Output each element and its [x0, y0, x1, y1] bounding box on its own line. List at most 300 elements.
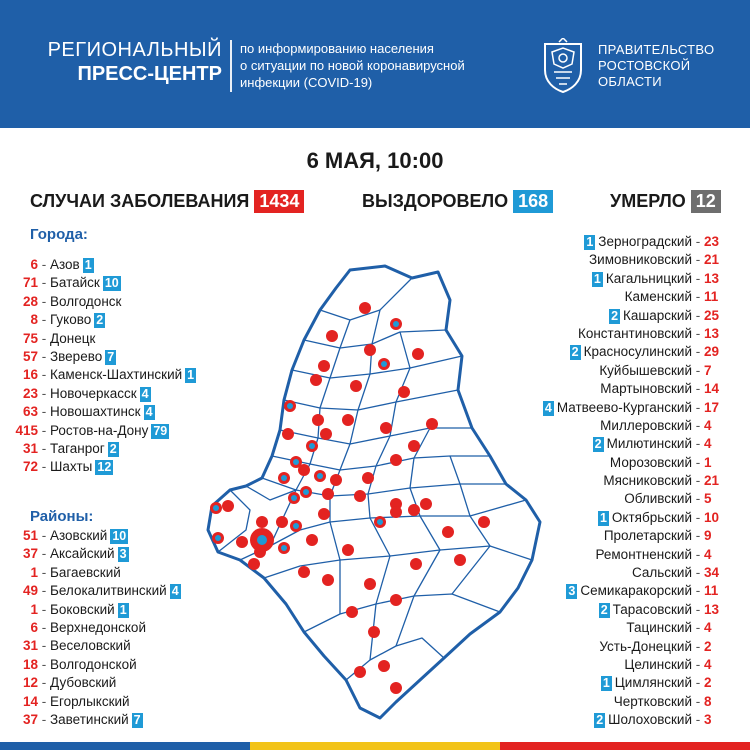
list-item — [543, 656, 726, 674]
list-item — [543, 288, 726, 306]
area-name: Матвеево-Курганский — [556, 399, 692, 415]
recovered-count: 4 — [145, 405, 153, 420]
dash-separator: - — [695, 491, 701, 507]
dash-separator: - — [41, 528, 47, 543]
case-dot — [408, 504, 420, 516]
case-dot — [330, 474, 342, 486]
recovered-dot — [215, 535, 221, 541]
dash-separator: - — [41, 275, 47, 291]
dash-separator: - — [41, 675, 47, 691]
list-item — [8, 403, 196, 421]
case-dot — [256, 516, 268, 528]
area-name: Куйбышевский — [599, 362, 692, 378]
dash-separator: - — [41, 693, 47, 709]
cases-label: СЛУЧАИ ЗАБОЛЕВАНИЯ — [30, 191, 250, 211]
dash-separator: - — [695, 528, 701, 544]
list-item — [8, 330, 196, 348]
list-item — [8, 527, 181, 545]
case-dot — [350, 380, 362, 392]
recovered-count: 3 — [119, 547, 127, 562]
recovered-count: 12 — [97, 460, 112, 475]
dash-separator: - — [695, 620, 701, 636]
dash-separator: - — [695, 565, 701, 581]
list-item — [8, 274, 196, 292]
recovered-stat — [362, 190, 553, 214]
districts-right-list — [543, 233, 726, 730]
case-count: 57 — [22, 348, 38, 364]
dash-separator: - — [41, 293, 47, 309]
case-dot — [248, 558, 260, 570]
recovered-count: 2 — [600, 602, 608, 617]
area-name: Тарасовский — [612, 601, 692, 617]
gov-line-3: ОБЛАСТИ — [598, 74, 662, 89]
case-count: 72 — [22, 459, 38, 475]
cases-badge: 1434 — [254, 190, 304, 213]
area-name: Верхнедонской — [50, 619, 146, 635]
case-count: 14 — [22, 693, 38, 709]
recovered-count: 7 — [133, 712, 141, 727]
case-count: 1 — [704, 454, 712, 470]
area-name: Каменский — [624, 289, 692, 305]
list-item — [8, 582, 181, 600]
case-count: 23 — [22, 385, 38, 401]
recovered-dot — [281, 545, 287, 551]
dash-separator: - — [41, 312, 47, 328]
list-item — [543, 454, 726, 472]
area-name: Мясниковский — [603, 473, 692, 489]
dash-separator: - — [695, 454, 701, 470]
dash-separator: - — [41, 459, 47, 475]
case-count: 18 — [22, 656, 38, 672]
list-item — [8, 564, 181, 582]
press-center-title — [38, 38, 222, 86]
list-item — [543, 380, 726, 398]
recovered-dot — [213, 505, 219, 511]
area-name: Цимлянский — [614, 675, 692, 691]
area-name: Белокалитвинский — [50, 583, 167, 599]
case-dot — [236, 536, 248, 548]
area-name: Кашарский — [623, 307, 692, 323]
area-name: Обливский — [624, 491, 692, 507]
area-name: Егорлыкский — [50, 693, 130, 709]
list-item — [8, 656, 181, 674]
dash-separator: - — [41, 656, 47, 672]
recovered-dot — [377, 519, 383, 525]
recovered-count: 10 — [112, 529, 127, 543]
list-item — [8, 458, 196, 476]
dash-separator: - — [41, 638, 47, 654]
list-item — [8, 693, 181, 711]
list-item — [543, 509, 726, 527]
recovered-count: 4 — [171, 584, 179, 599]
case-count: 1 — [30, 601, 38, 617]
dash-separator: - — [695, 546, 701, 562]
area-name: Дубовский — [50, 675, 117, 691]
area-name: Зверево — [50, 348, 103, 364]
area-name: Константиновский — [577, 325, 692, 341]
recovered-count: 2 — [611, 308, 619, 323]
case-count: 6 — [30, 257, 38, 272]
dash-separator: - — [695, 656, 701, 672]
area-name: Морозовский — [609, 454, 692, 470]
case-count: 3 — [704, 712, 712, 728]
case-count: 415 — [15, 422, 38, 438]
recovered-label: ВЫЗДОРОВЕЛО — [362, 191, 509, 211]
case-count: 5 — [704, 491, 712, 507]
recovered-dot — [293, 459, 299, 465]
dash-separator: - — [41, 440, 47, 456]
dash-separator: - — [695, 638, 701, 654]
area-name: Милютинский — [606, 436, 692, 452]
case-count: 14 — [704, 381, 720, 397]
recovered-count: 1 — [84, 258, 92, 272]
list-item — [8, 366, 196, 384]
dash-separator: - — [695, 473, 701, 489]
area-name: Октябрьский — [611, 509, 692, 525]
title-line-1: РЕГИОНАЛЬНЫЙ — [47, 39, 222, 61]
list-item — [8, 674, 181, 692]
case-count: 31 — [22, 440, 38, 456]
area-name: Заветинский — [50, 711, 129, 727]
case-dot — [298, 566, 310, 578]
dash-separator: - — [41, 564, 47, 580]
list-item — [543, 251, 726, 269]
case-count: 4 — [704, 436, 712, 452]
case-dot — [326, 330, 338, 342]
recovered-count: 1 — [586, 235, 594, 249]
desc-line-1: по информированию населения — [240, 41, 434, 56]
case-count: 21 — [704, 473, 720, 489]
rostov-recovered-dot — [257, 535, 267, 545]
list-item — [8, 311, 196, 329]
recovered-count: 1 — [187, 368, 195, 383]
coat-of-arms-icon — [540, 38, 586, 94]
list-item — [543, 417, 726, 435]
dash-separator: - — [695, 252, 701, 268]
case-count: 75 — [22, 330, 38, 346]
area-name: Новошахтинск — [50, 404, 141, 420]
case-dot — [408, 440, 420, 452]
case-dot — [420, 498, 432, 510]
area-name: Кагальницкий — [605, 270, 692, 286]
list-item — [543, 601, 726, 619]
area-name: Волгодонск — [50, 293, 122, 309]
area-name: Целинский — [624, 656, 692, 672]
dash-separator: - — [41, 404, 47, 420]
districts-left-list — [8, 527, 181, 729]
list-item — [543, 362, 726, 380]
area-name: Веселовский — [50, 638, 131, 654]
list-item — [543, 693, 726, 711]
case-count: 4 — [704, 546, 712, 562]
area-name: Усть-Донецкий — [599, 638, 692, 654]
list-item — [543, 490, 726, 508]
list-item — [543, 435, 726, 453]
case-count: 23 — [704, 234, 720, 249]
area-name: Зерноградский — [598, 234, 692, 249]
area-name: Сальский — [631, 565, 692, 581]
list-item — [8, 256, 196, 274]
cities-title: Города: — [30, 226, 88, 243]
case-dot — [222, 500, 234, 512]
dash-separator: - — [695, 270, 701, 286]
case-dot — [359, 302, 371, 314]
dash-separator: - — [695, 509, 701, 525]
dash-separator: - — [41, 348, 47, 364]
list-item — [543, 638, 726, 656]
header-divider — [230, 40, 232, 92]
deaths-label: УМЕРЛО — [610, 191, 686, 211]
region-map — [200, 260, 545, 730]
footer-stripe — [0, 742, 750, 750]
header — [0, 0, 750, 128]
recovered-count: 1 — [593, 271, 601, 286]
area-name: Новочеркасск — [50, 385, 137, 401]
case-count: 21 — [704, 252, 720, 268]
dash-separator: - — [41, 711, 47, 727]
area-name: Волгодонской — [50, 656, 137, 672]
area-name: Батайск — [50, 275, 100, 291]
area-name: Чертковский — [613, 693, 692, 709]
recovered-count: 79 — [153, 423, 168, 438]
area-name: Аксайский — [50, 546, 115, 562]
case-dot — [346, 606, 358, 618]
list-item — [543, 546, 726, 564]
dash-separator: - — [695, 693, 701, 709]
dash-separator: - — [695, 307, 701, 323]
case-dot — [390, 594, 402, 606]
area-name: Каменск-Шахтинский — [50, 367, 183, 383]
recovered-dot — [293, 523, 299, 529]
cases-stat — [30, 190, 304, 214]
dash-separator: - — [695, 417, 701, 433]
case-dot — [282, 428, 294, 440]
case-dot — [412, 348, 424, 360]
dash-separator: - — [41, 257, 47, 272]
list-item — [8, 422, 196, 440]
list-item — [8, 711, 181, 729]
list-item — [543, 674, 726, 692]
case-count: 51 — [22, 528, 38, 543]
case-dot — [364, 344, 376, 356]
dash-separator: - — [695, 325, 701, 341]
recovered-count: 1 — [119, 602, 127, 617]
recovered-count: 2 — [96, 313, 104, 328]
case-dot — [390, 682, 402, 694]
dash-separator: - — [41, 330, 47, 346]
area-name: Таганрог — [50, 440, 105, 456]
dash-separator: - — [41, 583, 47, 599]
case-dot — [398, 386, 410, 398]
case-count: 37 — [22, 711, 38, 727]
case-dot — [320, 428, 332, 440]
case-dot — [390, 454, 402, 466]
desc-line-2: о ситуации по новой коронавирусной — [240, 58, 465, 73]
case-dot — [298, 464, 310, 476]
districts-title: Районы: — [30, 508, 94, 525]
case-count: 49 — [22, 583, 38, 599]
gov-line-1: ПРАВИТЕЛЬСТВО — [598, 42, 715, 57]
dash-separator: - — [695, 675, 701, 691]
gov-line-2: РОСТОВСКОЙ — [598, 58, 691, 73]
recovered-count: 7 — [107, 349, 115, 364]
case-count: 2 — [704, 675, 712, 691]
area-name: Донецк — [50, 330, 96, 346]
area-name: Зимовниковский — [589, 252, 692, 268]
dash-separator: - — [41, 619, 47, 635]
dash-separator: - — [695, 601, 701, 617]
case-count: 4 — [704, 417, 712, 433]
recovered-count: 2 — [109, 441, 117, 456]
recovered-count: 4 — [141, 386, 149, 401]
dash-separator: - — [695, 436, 701, 452]
area-name: Мартыновский — [600, 381, 692, 397]
report-date: 6 МАЯ, 10:00 — [306, 148, 444, 173]
government-name — [598, 42, 714, 90]
case-dot — [364, 578, 376, 590]
case-dot — [354, 666, 366, 678]
dash-separator: - — [695, 583, 701, 599]
list-item — [8, 545, 181, 563]
list-item — [543, 619, 726, 637]
list-item — [543, 527, 726, 545]
recovered-dot — [317, 473, 323, 479]
case-dot — [310, 374, 322, 386]
recovered-dot — [381, 361, 387, 367]
list-item — [8, 385, 196, 403]
case-dot — [390, 506, 402, 518]
recovered-dot — [393, 321, 399, 327]
area-name: Азов — [50, 257, 80, 272]
recovered-count: 2 — [596, 713, 604, 728]
title-line-2: ПРЕСС-ЦЕНТР — [77, 63, 222, 85]
case-dot — [276, 516, 288, 528]
case-count: 16 — [22, 367, 38, 383]
area-name: Тацинский — [626, 620, 692, 636]
dash-separator: - — [41, 367, 47, 383]
recovered-dot — [309, 443, 315, 449]
case-dot — [380, 422, 392, 434]
list-item — [8, 637, 181, 655]
area-name: Шахты — [50, 459, 93, 475]
case-dot — [362, 472, 374, 484]
recovered-count: 1 — [599, 510, 607, 525]
case-count: 8 — [30, 312, 38, 328]
recovered-count: 1 — [602, 676, 610, 691]
dash-separator: - — [695, 399, 701, 415]
case-dot — [378, 660, 390, 672]
case-count: 6 — [30, 619, 38, 635]
recovered-badge: 168 — [513, 190, 553, 213]
dash-separator: - — [41, 601, 47, 617]
recovered-count: 10 — [104, 276, 119, 291]
case-dot — [318, 360, 330, 372]
case-count: 31 — [22, 638, 38, 654]
dash-separator: - — [695, 344, 701, 360]
list-item — [543, 307, 726, 325]
list-item — [8, 348, 196, 366]
dash-separator: - — [695, 362, 701, 378]
case-count: 2 — [704, 638, 712, 654]
case-count: 7 — [704, 362, 712, 378]
case-count: 13 — [704, 270, 720, 286]
area-name: Шолоховский — [608, 712, 692, 728]
area-name: Ростов-на-Дону — [50, 422, 149, 438]
case-dot — [342, 414, 354, 426]
list-item — [543, 582, 726, 600]
case-count: 11 — [704, 583, 719, 599]
recovered-count: 2 — [571, 345, 579, 360]
list-item — [543, 325, 726, 343]
case-count: 28 — [22, 293, 38, 309]
case-count: 25 — [704, 307, 720, 323]
case-count: 37 — [22, 546, 38, 562]
case-count: 9 — [704, 528, 712, 544]
dash-separator: - — [41, 385, 47, 401]
case-count: 1 — [30, 564, 38, 580]
area-name: Ремонтненский — [595, 546, 692, 562]
dash-separator: - — [41, 546, 47, 562]
desc-line-3: инфекции (COVID-19) — [240, 75, 373, 90]
case-dot — [368, 626, 380, 638]
case-count: 71 — [22, 275, 38, 291]
case-dot — [306, 534, 318, 546]
case-count: 17 — [704, 399, 720, 415]
area-name: Гуково — [50, 312, 92, 328]
case-count: 4 — [704, 656, 712, 672]
deaths-stat — [610, 190, 721, 214]
case-dot — [312, 414, 324, 426]
case-count: 13 — [704, 601, 720, 617]
list-item — [8, 440, 196, 458]
header-description — [240, 40, 520, 91]
recovered-count: 4 — [544, 400, 552, 415]
list-item — [8, 293, 196, 311]
area-name: Азовский — [50, 528, 108, 543]
dash-separator: - — [41, 422, 47, 438]
dash-separator: - — [695, 289, 701, 305]
case-count: 63 — [22, 404, 38, 420]
list-item — [8, 619, 181, 637]
list-item — [543, 711, 726, 729]
list-item — [543, 472, 726, 490]
case-count: 4 — [704, 620, 712, 636]
case-dot — [322, 574, 334, 586]
case-dot — [454, 554, 466, 566]
cities-list — [8, 256, 196, 477]
area-name: Красносулинский — [583, 344, 692, 360]
list-item — [543, 343, 726, 361]
list-item — [8, 601, 181, 619]
case-dot — [342, 544, 354, 556]
recovered-dot — [303, 489, 309, 495]
case-dot — [318, 508, 330, 520]
case-count: 34 — [704, 565, 720, 581]
case-dot — [410, 558, 422, 570]
list-item — [543, 233, 726, 251]
case-count: 8 — [704, 693, 712, 709]
case-count: 11 — [704, 289, 719, 305]
case-dot — [322, 488, 334, 500]
area-name: Пролетарский — [603, 528, 692, 544]
case-dot — [478, 516, 490, 528]
list-item — [543, 399, 726, 417]
area-name: Багаевский — [50, 564, 121, 580]
recovered-count: 2 — [594, 437, 602, 452]
area-name: Миллеровский — [600, 417, 692, 433]
case-dot — [354, 490, 366, 502]
dash-separator: - — [695, 712, 701, 728]
